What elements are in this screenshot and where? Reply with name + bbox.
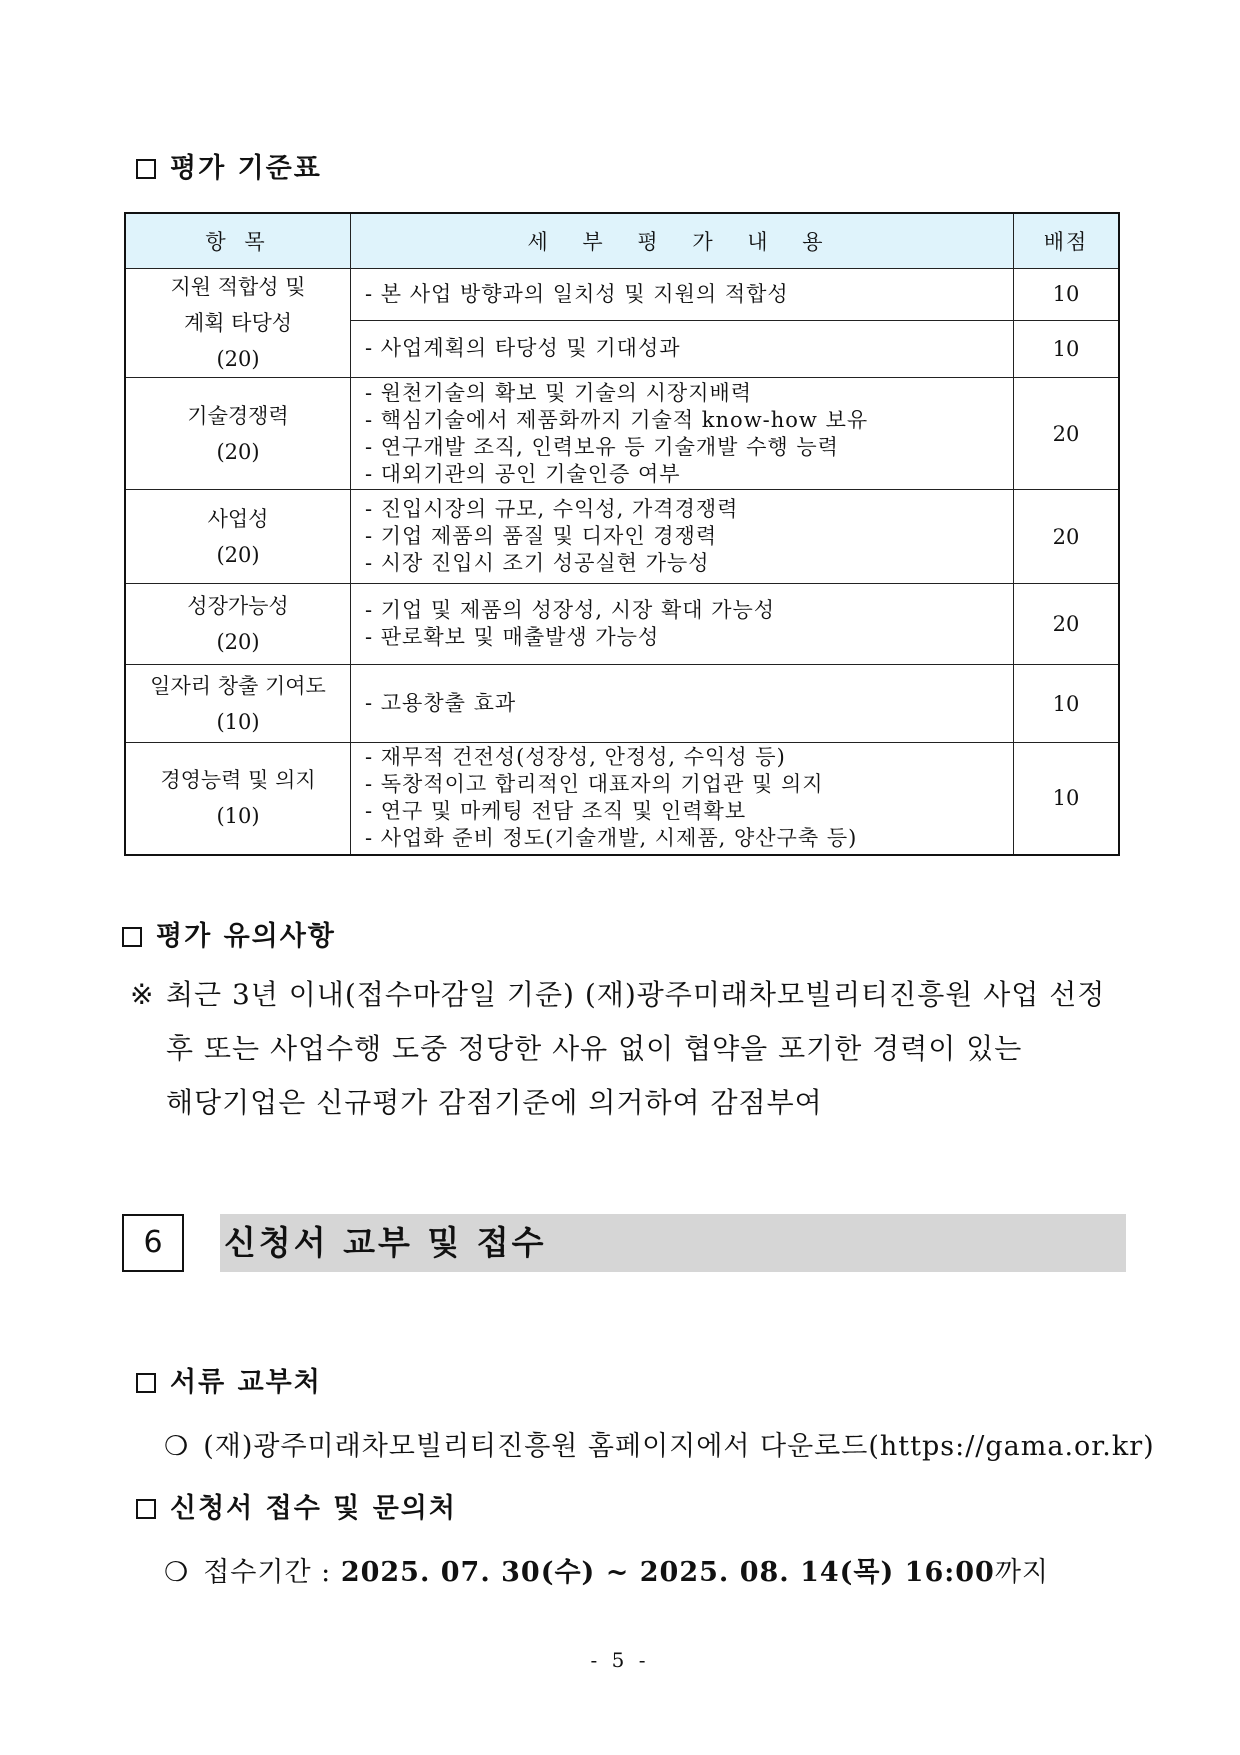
detail-line: - 재무적 건전성(성장성, 안정성, 수익성 등) xyxy=(365,745,786,770)
item-points: (20) xyxy=(216,347,260,371)
score-cell: 20 xyxy=(1014,378,1120,490)
score-cell: 20 xyxy=(1014,490,1120,584)
detail-line: - 고용창출 효과 xyxy=(365,691,517,715)
section-title: 신청서 교부 및 접수 xyxy=(220,1214,1126,1272)
item-points: (20) xyxy=(216,630,260,654)
checkbox-square-icon xyxy=(136,1373,156,1393)
table-header-row xyxy=(125,213,1119,269)
item-points: (10) xyxy=(216,709,260,734)
detail-line: - 기업 및 제품의 성장성, 시장 확대 가능성 xyxy=(365,598,776,622)
item-label: 일자리 창출 기여도 xyxy=(150,673,326,698)
score-cell: 10 xyxy=(1014,665,1120,743)
table-row xyxy=(125,490,1119,584)
checkbox-square-icon xyxy=(122,927,142,947)
item-label: 기술경쟁력 xyxy=(187,403,289,428)
circle-bullet-icon: ❍ xyxy=(164,1557,190,1588)
item-points: (10) xyxy=(216,804,260,829)
header-item: 항 목 xyxy=(125,213,351,269)
score-cell: 10 xyxy=(1014,269,1120,321)
docs-line xyxy=(164,1424,1155,1463)
header-detail: 세 부 평 가 내 용 xyxy=(351,213,1014,269)
item-cell xyxy=(125,490,351,584)
detail-line: - 본 사업 방향과의 일치성 및 지원의 적합성 xyxy=(365,281,789,306)
docs-text: (재)광주미래차모빌리티진흥원 홈페이지에서 다운로드(https://gama.or.kr) xyxy=(203,1431,1155,1462)
header-score: 배점 xyxy=(1014,213,1120,269)
detail-cell xyxy=(351,490,1014,584)
eval-criteria-title: 평가 기준표 xyxy=(170,153,322,184)
item-cell xyxy=(125,378,351,490)
note-line: 후 또는 사업수행 도중 정당한 사유 없이 협약을 포기한 경력이 있는 xyxy=(166,1032,1023,1065)
docs-title: 서류 교부처 xyxy=(170,1367,322,1398)
submission-line xyxy=(164,1550,1049,1589)
circle-bullet-icon: ❍ xyxy=(164,1431,190,1462)
note-line: 해당기업은 신규평가 감점기준에 의거하여 감점부여 xyxy=(166,1086,823,1119)
item-label: 계획 타당성 xyxy=(183,311,293,335)
detail-cell xyxy=(351,584,1014,665)
item-label: 지원 적합성 및 xyxy=(170,275,306,299)
item-cell xyxy=(125,665,351,743)
submission-label: 접수기간 : xyxy=(203,1557,341,1588)
eval-criteria-table xyxy=(124,212,1120,856)
item-label: 경영능력 및 의지 xyxy=(160,768,316,793)
detail-line: - 핵심기술에서 제품화까지 기술적 know-how 보유 xyxy=(365,407,869,432)
detail-cell xyxy=(351,269,1014,321)
item-points: (20) xyxy=(216,542,260,567)
note-line: 최근 3년 이내(접수마감일 기준) (재)광주미래차모빌리티진흥원 사업 선정 xyxy=(166,978,1106,1011)
eval-criteria-heading xyxy=(136,146,322,185)
detail-cell xyxy=(351,743,1014,855)
detail-line: - 시장 진입시 조기 성공실현 가능성 xyxy=(365,551,710,575)
eval-notes-body xyxy=(130,968,1130,1130)
detail-cell xyxy=(351,665,1014,743)
detail-line: - 기업 제품의 품질 및 디자인 경쟁력 xyxy=(365,524,718,548)
item-label: 사업성 xyxy=(207,506,269,531)
table-row xyxy=(125,584,1119,665)
item-cell xyxy=(125,269,351,378)
detail-line: - 원천기술의 확보 및 기술의 시장지배력 xyxy=(365,380,753,405)
detail-line: - 연구개발 조직, 인력보유 등 기술개발 수행 능력 xyxy=(365,434,839,459)
checkbox-square-icon xyxy=(136,159,156,179)
eval-notes-heading xyxy=(122,914,336,953)
table-row xyxy=(125,743,1119,855)
item-cell xyxy=(125,743,351,855)
detail-line: - 연구 및 마케팅 전담 조직 및 인력확보 xyxy=(365,799,747,824)
submission-suffix: 까지 xyxy=(994,1557,1049,1588)
item-cell xyxy=(125,584,351,665)
detail-line: - 사업계획의 타당성 및 기대성과 xyxy=(365,336,681,361)
table-row xyxy=(125,269,1119,321)
item-label: 성장가능성 xyxy=(187,594,289,618)
item-points: (20) xyxy=(216,439,260,464)
score-cell: 10 xyxy=(1014,320,1120,377)
detail-line: - 사업화 준비 정도(기술개발, 시제품, 양산구축 등) xyxy=(365,826,858,851)
submission-title: 신청서 접수 및 문의처 xyxy=(170,1493,457,1524)
detail-cell xyxy=(351,378,1014,490)
section-number: 6 xyxy=(122,1214,184,1272)
score-cell: 10 xyxy=(1014,743,1120,855)
checkbox-square-icon xyxy=(136,1499,156,1519)
submission-period: 2025. 07. 30(수) ~ 2025. 08. 14(목) 16:00 xyxy=(340,1557,995,1588)
eval-notes-title: 평가 유의사항 xyxy=(156,921,336,952)
docs-heading xyxy=(136,1360,322,1399)
detail-line: - 진입시장의 규모, 수익성, 가격경쟁력 xyxy=(365,497,739,521)
table-row xyxy=(125,665,1119,743)
detail-cell xyxy=(351,320,1014,377)
submission-heading xyxy=(136,1486,457,1525)
table-row xyxy=(125,378,1119,490)
reference-mark-icon: ※ xyxy=(130,978,155,1011)
page-number: - 5 - xyxy=(590,1648,650,1672)
score-cell: 20 xyxy=(1014,584,1120,665)
detail-line: - 대외기관의 공인 기술인증 여부 xyxy=(365,461,681,486)
detail-line: - 독창적이고 합리적인 대표자의 기업관 및 의지 xyxy=(365,772,824,797)
detail-line: - 판로확보 및 매출발생 가능성 xyxy=(365,625,660,649)
